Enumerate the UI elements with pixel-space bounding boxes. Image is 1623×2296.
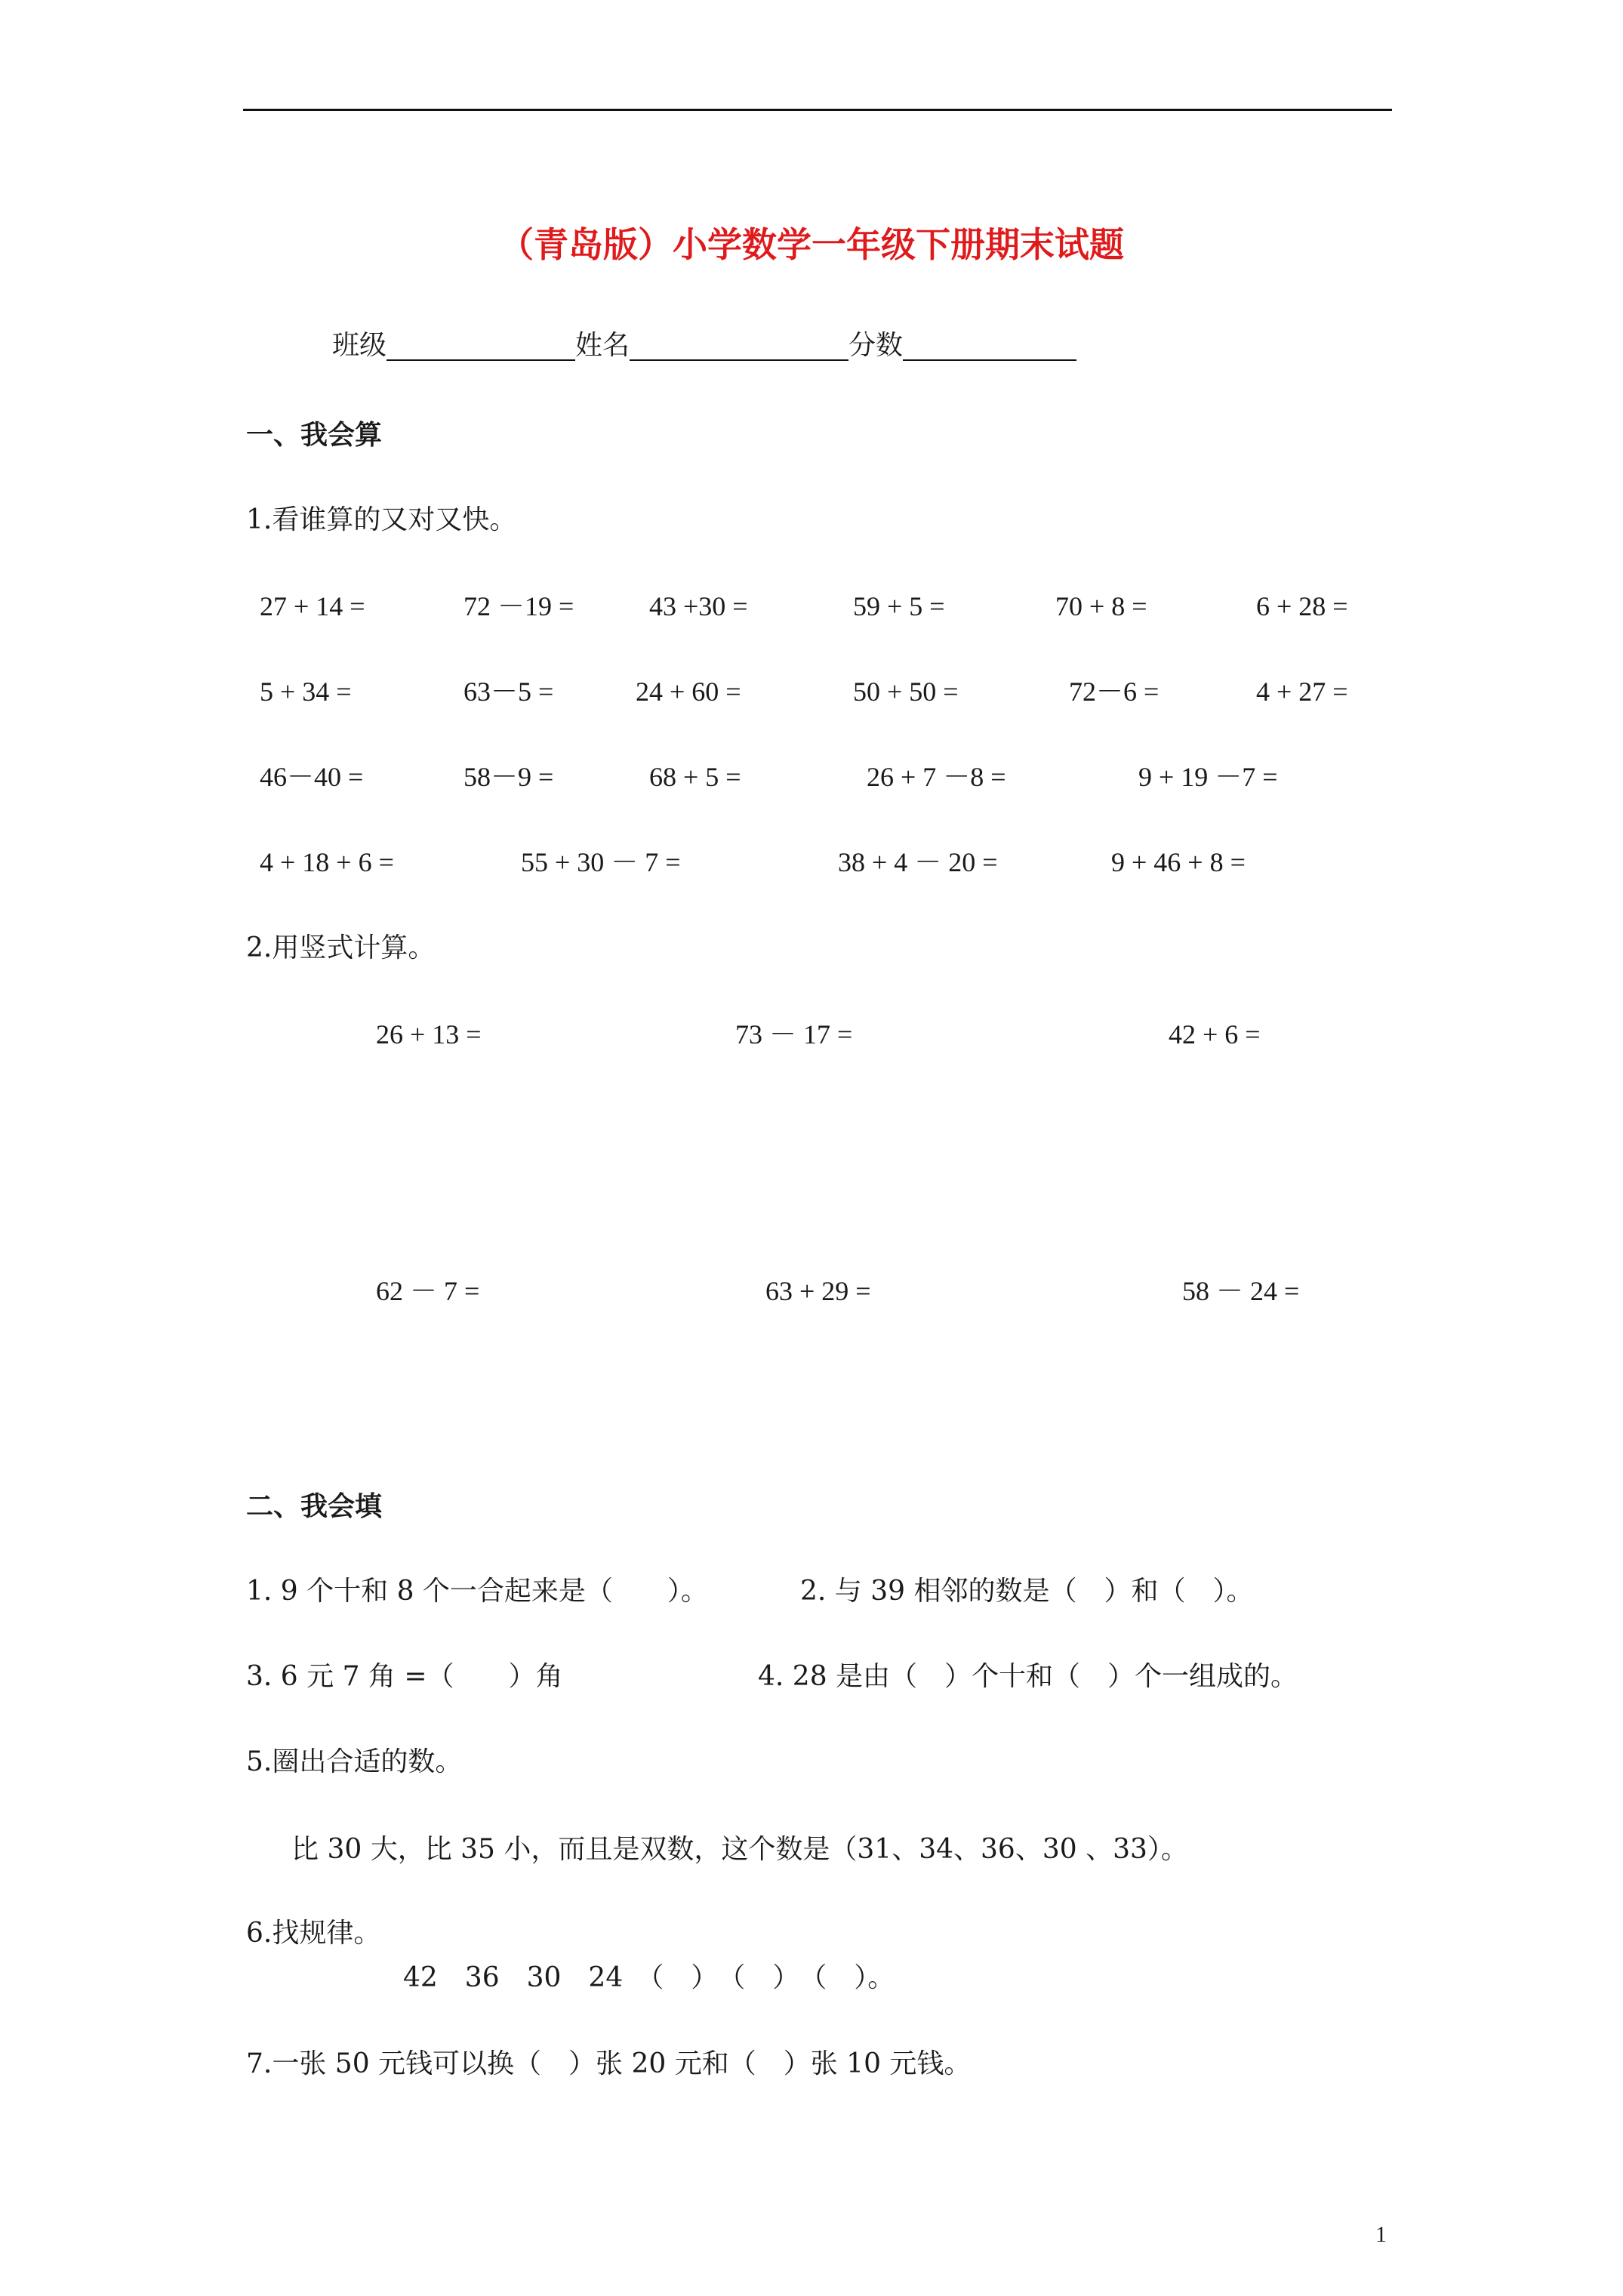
fill-question-1: 1. 9 个十和 8 个一合起来是（ ）。 — [246, 1576, 708, 1607]
class-label: 班级 — [332, 330, 387, 361]
calc-item: 68 + 5 = — [649, 762, 741, 792]
vertical-calc-item: 63 + 29 = — [765, 1276, 871, 1306]
calc-item: 27 + 14 = — [260, 591, 365, 621]
calc-item: 63－5 = — [463, 676, 554, 707]
fill-question-5-label: 5.圈出合适的数。 — [246, 1746, 463, 1777]
fill-question-3: 3. 6 元 7 角 =（ ）角 — [246, 1661, 563, 1692]
calc-item: 50 + 50 = — [853, 676, 959, 707]
section-2-heading: 二、我会填 — [246, 1490, 383, 1522]
calc-item: 26 + 7 －8 = — [867, 762, 1006, 792]
calc-item: 59 + 5 = — [853, 591, 945, 621]
calc-item: 24 + 60 = — [636, 676, 741, 707]
question-2-label: 2.用竖式计算。 — [246, 932, 436, 963]
calc-item: 4 + 18 + 6 = — [260, 847, 394, 877]
calc-item: 55 + 30 － 7 = — [521, 847, 681, 877]
calc-item: 43 +30 = — [649, 591, 748, 621]
name-blank[interactable] — [630, 334, 848, 361]
fill-question-6-label: 6.找规律。 — [246, 1918, 381, 1949]
vertical-calc-item: 58 － 24 = — [1182, 1276, 1300, 1306]
student-info-line — [332, 331, 1076, 361]
page-number: 1 — [1375, 2222, 1387, 2247]
calc-item: 72 －19 = — [463, 591, 574, 621]
vertical-calc-item: 42 + 6 = — [1169, 1019, 1261, 1049]
score-blank[interactable] — [903, 334, 1076, 361]
question-1-label: 1.看谁算的又对又快。 — [246, 504, 517, 535]
vertical-calc-item: 62 － 7 = — [376, 1276, 480, 1306]
fill-question-4: 4. 28 是由（ ）个十和（ ）个一组成的。 — [758, 1661, 1298, 1692]
header-rule — [243, 109, 1392, 111]
fill-question-5-text: 比 30 大，比 35 小，而且是双数，这个数是（31、34、36、30 、33）。 — [291, 1834, 1188, 1865]
page-title: （青岛版）小学数学一年级下册期末试题 — [499, 224, 1124, 265]
fill-question-6-sequence: 42 36 30 24 （ ） （ ） （ ）。 — [403, 1962, 895, 1993]
fill-question-7: 7.一张 50 元钱可以换（ ）张 20 元和（ ）张 10 元钱。 — [246, 2048, 972, 2079]
calc-item: 58－9 = — [463, 762, 554, 792]
vertical-calc-item: 73 － 17 = — [735, 1019, 853, 1049]
calc-item: 72－6 = — [1069, 676, 1160, 707]
score-label: 分数 — [848, 330, 904, 361]
calc-item: 9 + 46 + 8 = — [1111, 847, 1246, 877]
calc-item: 38 + 4 － 20 = — [838, 847, 998, 877]
calc-item: 46－40 = — [260, 762, 364, 792]
calc-item: 5 + 34 = — [260, 676, 352, 707]
section-1-heading: 一、我会算 — [246, 419, 383, 451]
calc-item: 6 + 28 = — [1256, 591, 1348, 621]
vertical-calc-item: 26 + 13 = — [376, 1019, 482, 1049]
calc-item: 9 + 19 －7 = — [1138, 762, 1278, 792]
calc-item: 4 + 27 = — [1256, 676, 1348, 707]
class-blank[interactable] — [387, 334, 575, 361]
calc-item: 70 + 8 = — [1055, 591, 1147, 621]
name-label: 姓名 — [575, 330, 630, 361]
fill-question-2: 2. 与 39 相邻的数是（ ）和（ ）。 — [800, 1576, 1254, 1607]
